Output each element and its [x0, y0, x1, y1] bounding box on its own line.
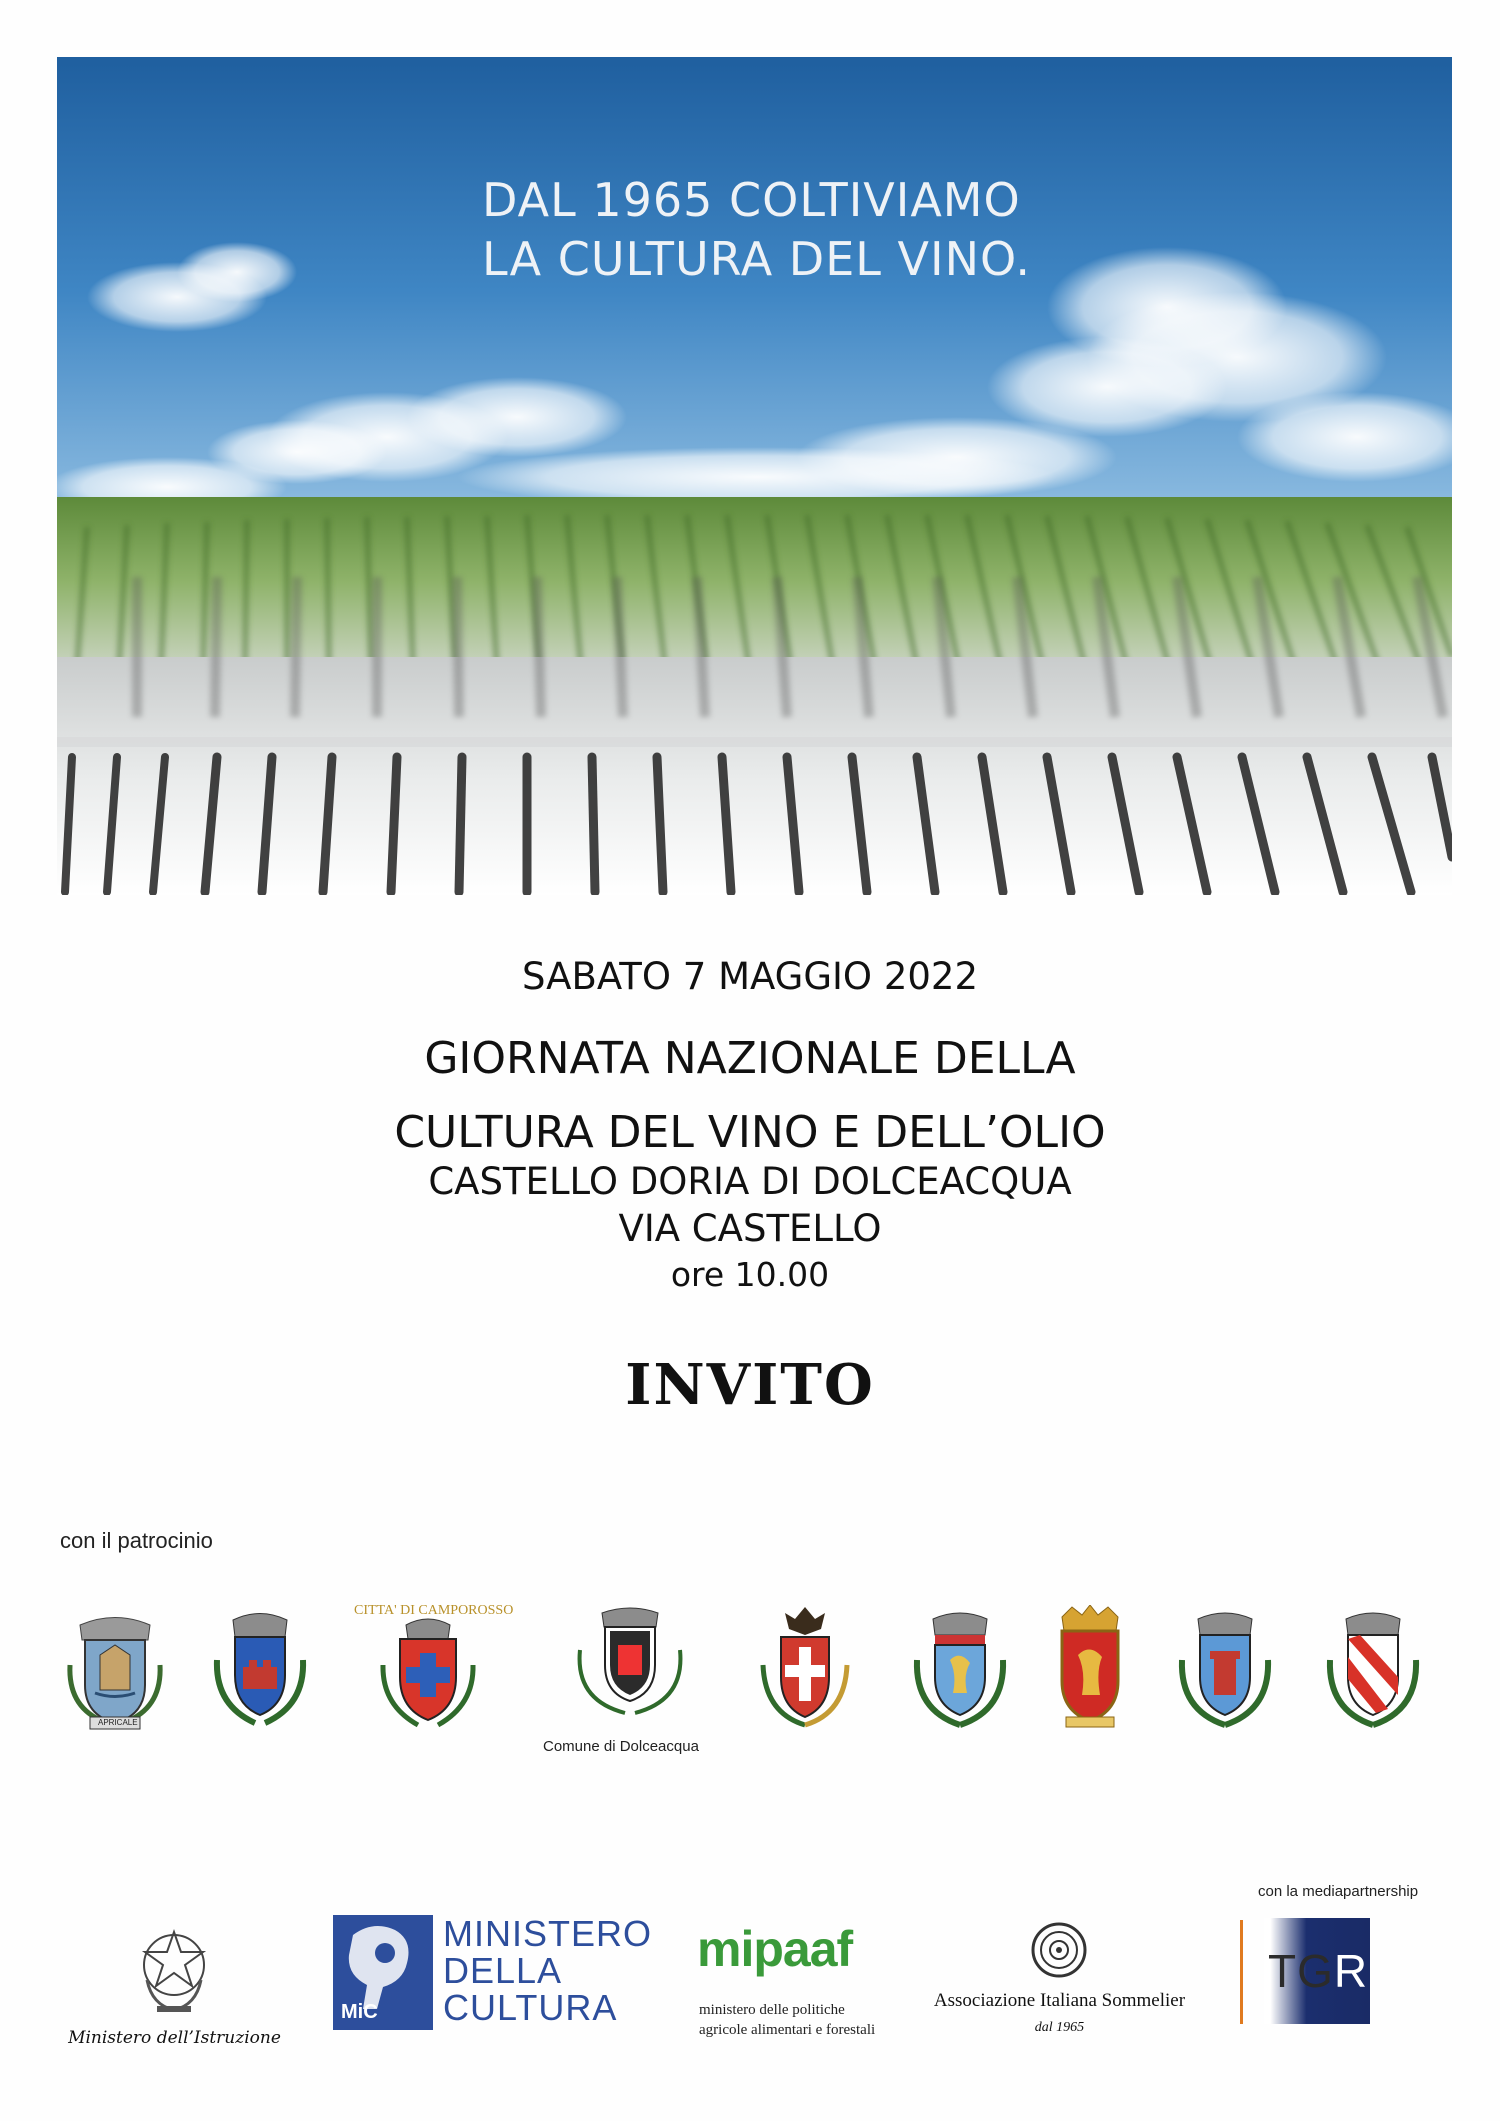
- event-venue: CASTELLO DORIA DI DOLCEACQUA: [428, 1160, 1072, 1203]
- ministero-istruzione-text: Ministero dell’Istruzione: [68, 2028, 281, 2048]
- tgr-r: R: [1333, 1945, 1369, 1997]
- hero-headline-line1: DAL 1965 COLTIVIAMO: [482, 173, 1021, 227]
- ministero-cultura-logo: [333, 1915, 658, 2030]
- mic-line3: CULTURA: [443, 1987, 618, 2028]
- lion-crest-icon: [905, 1605, 1015, 1739]
- eagle-crest-icon: [755, 1605, 855, 1739]
- ais-since: dal 1965: [1034, 2020, 1085, 2035]
- tgr-tg: TG: [1268, 1945, 1334, 1997]
- ais-logo: [912, 1920, 1207, 2045]
- ministero-istruzione-logo: [57, 1920, 292, 2060]
- tower-crest-icon: [1170, 1605, 1280, 1739]
- hero-headline-line2: LA CULTURA DEL VINO.: [482, 232, 1031, 286]
- tgr-logo: [1240, 1918, 1450, 2024]
- mic-emblem: [333, 1915, 433, 2030]
- hero-image: [57, 57, 1452, 895]
- red-lion-crest-icon: [1040, 1605, 1140, 1739]
- tgr-text: [1268, 1944, 1368, 1998]
- tastevin-icon: [912, 1920, 1207, 1986]
- mediapartner-label: con la mediapartnership: [1258, 1883, 1419, 1900]
- mipaaf-name: mipaaf: [697, 1921, 853, 1977]
- italian-emblem-icon: [57, 1920, 292, 2030]
- event-date: SABATO 7 MAGGIO 2022: [522, 955, 978, 998]
- apricale-caption: APRICALE: [98, 1718, 138, 1727]
- municipal-crest-icon: [205, 1605, 315, 1739]
- camporosso-crest-icon: [348, 1603, 514, 1739]
- dolceacqua-caption: Comune di Dolceacqua: [543, 1738, 699, 1755]
- camporosso-caption: CITTA' DI CAMPOROSSO: [354, 1603, 514, 1618]
- event-title-line2: CULTURA DEL VINO E DELL’OLIO: [394, 1107, 1106, 1158]
- dolceacqua-crest-icon: [540, 1605, 720, 1755]
- mic-line2: DELLA: [443, 1950, 563, 1991]
- tgr-accent-bar: [1240, 1920, 1243, 2024]
- apricale-crest-icon: [60, 1605, 170, 1739]
- patronage-label: con il patrocinio: [60, 1528, 213, 1553]
- event-time: ore 10.00: [670, 1255, 830, 1294]
- invite-title: INVITO: [625, 1352, 875, 1418]
- diagonal-crest-icon: [1318, 1605, 1428, 1739]
- mic-line1: MINISTERO: [443, 1913, 653, 1954]
- event-title-line1: GIORNATA NAZIONALE DELLA: [424, 1033, 1076, 1084]
- event-street: VIA CASTELLO: [618, 1207, 882, 1250]
- mipaaf-subtitle-line1: ministero delle politiche: [699, 2002, 845, 2018]
- mic-short-label: MiC: [341, 2001, 378, 2023]
- mipaaf-subtitle-line2: agricole alimentari e forestali: [699, 2022, 876, 2038]
- mipaaf-logo: [697, 1920, 887, 2045]
- ais-name: Associazione Italiana Sommelier: [933, 1990, 1186, 2011]
